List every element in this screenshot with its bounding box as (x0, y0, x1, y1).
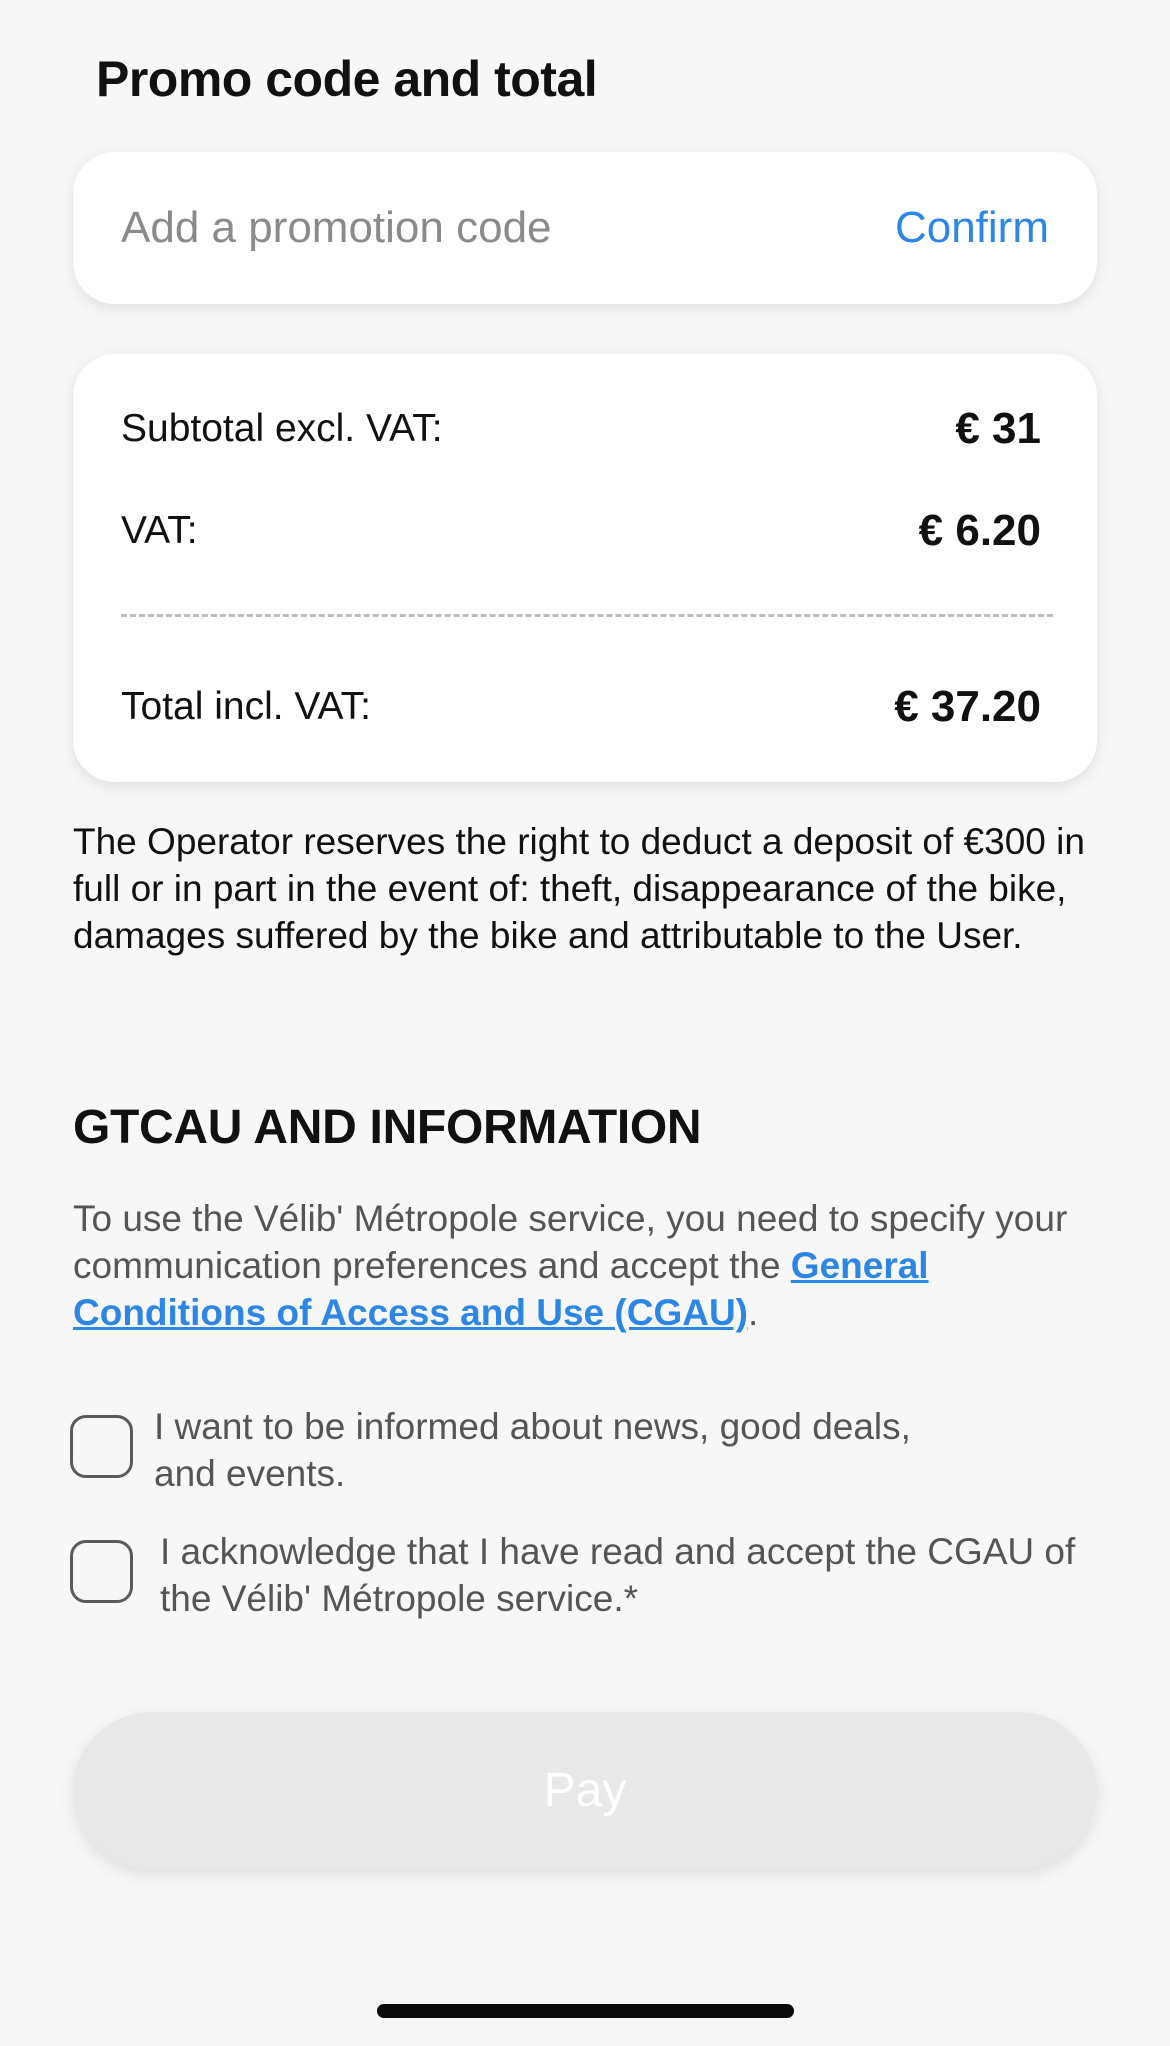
subtotal-value: € 31 (955, 404, 1041, 453)
cgau-accept-row[interactable] (70, 1528, 1130, 1622)
promo-code-input[interactable] (121, 152, 821, 304)
vat-value: € 6.20 (918, 506, 1041, 555)
pay-button[interactable]: Pay (73, 1712, 1097, 1869)
vat-label: VAT: (121, 509, 198, 552)
newsletter-consent-label: I want to be informed about news, good deals, and events. (154, 1406, 911, 1494)
newsletter-consent-row[interactable] (70, 1403, 954, 1497)
gtcau-text-before-link: To use the Vélib' Métropole service, you need to specify your communication preferences and accept the (73, 1198, 1068, 1286)
gtcau-section-title: GTCAU AND INFORMATION (73, 1101, 702, 1154)
newsletter-consent-checkbox[interactable] (70, 1415, 133, 1478)
home-indicator[interactable] (377, 2004, 794, 2018)
promo-code-card (73, 152, 1097, 304)
cgau-accept-checkbox[interactable] (70, 1540, 133, 1603)
total-value: € 37.20 (894, 682, 1041, 731)
vat-row (121, 501, 1041, 561)
promo-section-title: Promo code and total (96, 51, 598, 107)
gtcau-text-after-link: . (747, 1292, 759, 1333)
subtotal-row (121, 399, 1041, 459)
subtotal-label: Subtotal excl. VAT: (121, 407, 443, 450)
total-row (121, 677, 1041, 737)
dashed-divider (121, 614, 1053, 617)
cgau-link[interactable]: General Conditions of Access and Use (CGAU) (73, 1245, 929, 1333)
confirm-promo-button[interactable]: Confirm (894, 203, 1049, 252)
cgau-accept-label: I acknowledge that I have read and accept the CGAU of the Vélib' Métropole service.* (160, 1531, 1076, 1619)
total-label: Total incl. VAT: (121, 685, 371, 728)
totals-card (73, 354, 1097, 782)
gtcau-description (73, 1195, 1113, 1336)
deposit-notice: The Operator reserves the right to deduct a deposit of €300 in full or in part in the event of: theft, disappearance of the bike, damages suffered by the bike and attributable to the User. (73, 821, 1085, 956)
